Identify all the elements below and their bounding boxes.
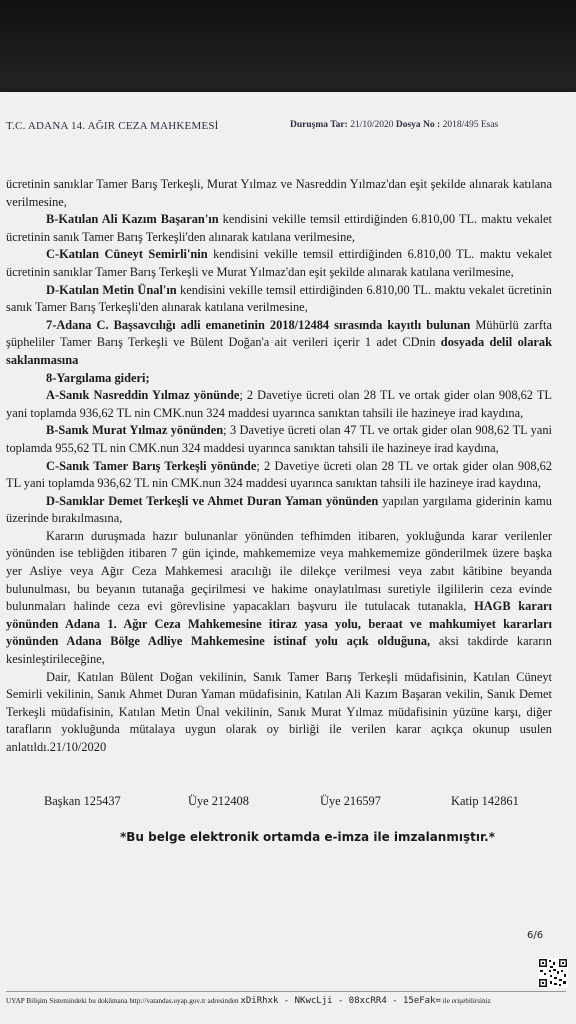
court-title: T.C. ADANA 14. AĞIR CEZA MAHKEMESİ <box>6 120 219 132</box>
paragraph-text: kendisini vekille temsil ettirdiğinden 6.810,00 TL. maktu vekalet ücretinin sanıklar Tamer Barış Terkeşli ve Murat Yılmaz'dan eşit şekilde alınarak katılana verilmesine, <box>6 247 552 279</box>
signature-member-2: Üye 216597 <box>320 794 381 808</box>
paragraph <box>6 246 552 281</box>
paragraph-text: ; 2 Davetiye ücreti olan 28 TL ve ortak gider olan 908,62 TL yani toplamda 936,62 TL nin CMK.nun 324 maddesi uyarınca sanıktan tahsili ile hazineye irad kaydına, <box>6 458 552 491</box>
paragraph-text: ücretinin sanıklar Tamer Barış Terkeşli, Murat Yılmaz ve Nasreddin Yılmaz'dan eşit şekilde alınarak katılana verilmesine, <box>6 177 552 209</box>
hearing-date: 21/10/2020 <box>350 120 394 130</box>
paragraph-text: kendisini vekille temsil ettirdiğinden 6.810,00 TL. maktu vekalet ücretinin sanık Tamer Barış Terkeşli'den alınarak katılana verilmesine, <box>6 212 553 244</box>
paragraph <box>6 370 552 388</box>
paragraph-text: Kararın duruşmada hazır bulunanlar yönünden tefhimden itibaren, yokluğunda karar verilenler yönünden ise tebliğden itibaren 7 gün içinde, mahkememize veya mahkememize gönderilmek üzere başka yer Asliye veya Ağır Ceza Mahkemesi aracılığı ile dilekçe verilmesi veya zabıt kâtibine beyanda bulunulması, bu beyanın tutanağa geçirilmesi ve hakime onaylatılması suretiyle ilgililerin ceza evinde bulunmaları halinde ceza evi görevlisine yapacakları başvuru ile tutulacak tutanakla, <box>6 528 552 614</box>
paragraph <box>6 211 552 246</box>
paragraph-text: C-Sanık Tamer Barış Terkeşli yönünde <box>46 458 257 473</box>
file-no: 2018/495 Esas <box>442 120 499 130</box>
paragraph <box>6 669 552 757</box>
background-top <box>0 0 576 92</box>
paragraph-text: aksi takdirde kararın kesinleştirileceğine, <box>6 634 552 667</box>
paragraph <box>6 282 552 317</box>
paragraph <box>6 176 552 211</box>
paragraph-text: D-Sanıklar Demet Terkeşli ve Ahmet Duran Yaman yönünden <box>46 493 379 508</box>
paragraph-text: C-Katılan Cüneyt Semirli'nin <box>46 247 208 262</box>
paragraph-text: HAGB kararı yönünden Adana 1. Ağır Ceza Mahkemesine itiraz yasa yolu, beraat ve mahkumiyet kararları yönünden Adana Bölge Adliye Mahkemesine istinaf yolu açık olduğuna, <box>6 599 552 649</box>
hearing-date-label: Duruşma Tar: <box>290 120 348 130</box>
paragraph <box>6 387 552 422</box>
esign-note: *Bu belge elektronik ortamda e-imza ile imzalanmıştır.* <box>120 830 495 844</box>
page-number: 6/6 <box>527 930 544 941</box>
signature-clerk: Katip 142861 <box>451 794 519 808</box>
paragraph-text: Dair, Katılan Bülent Doğan vekilinin, Sanık Tamer Barış Terkeşli müdafisinin, Katılan Cüneyt Semirli vekilinin, Sanık Ahmet Duran Yaman müdafisinin, Katılan Ali Kazım Başaran vekilin, Sanık Demet Terkeşli müdafisinin, Katılan Metin Ünal vekilinin, Sanık Murat Yılmaz müdafisinin yüzüne karşı, diğer tarafların yokluğunda mütalaya uygun olarak oy birliği ile verilen karar açıkça okunup usulen anlatıldı.21/10/2020 <box>6 669 552 754</box>
paragraph-text: B-Katılan Ali Kazım Başaran'ın <box>46 212 219 227</box>
paragraph-text: yapılan yargılama giderinin kamu üzerinde bırakılmasına, <box>6 493 552 526</box>
paragraph-text: dosyada delil olarak saklanmasına <box>6 335 552 367</box>
paragraph-text: A-Sanık Nasreddin Yılmaz yönünde <box>46 388 240 403</box>
paragraph-text: kendisini vekille temsil ettirdiğinden 6.810,00 TL. maktu vekalet ücretinin sanık Tamer Barış Terkeşli'den alınarak katılana verilmesine, <box>6 282 552 315</box>
signature-member-1: Üye 212408 <box>188 794 249 808</box>
verification-code: xDiRhxk - NKwcLji - 08xcRR4 - 15eFak= <box>240 996 441 1006</box>
footer-prefix: UYAP Bilişim Sistemindeki bu dokümana http://vatandas.uyap.gov.tr adresinden <box>6 997 239 1005</box>
paragraph-text: 7-Adana C. Başsavcılığı adli emanetinin 2018/12484 sırasında kayıtlı bulunan <box>46 317 471 332</box>
paragraph-text: D-Katılan Metin Ünal'ın <box>46 282 177 297</box>
paragraph <box>6 458 552 493</box>
file-no-label: Dosya No : <box>395 120 441 130</box>
paragraph-text: ; 3 Davetiye ücreti olan 47 TL ve ortak gider olan 908,62 TL yani toplamda 955,62 TL nin CMK.nun 324 maddesi uyarınca sanıktan tahsili ile hazineye irad kaydına, <box>6 423 552 455</box>
paragraph-text: ; 2 Davetiye ücreti olan 28 TL ve ortak gider olan 908,62 TL yani toplamda 936,62 TL nin CMK.nun 324 maddesi uyarınca sanıktan tahsili ile hazineye irad kaydına, <box>6 388 552 420</box>
document-body <box>6 176 552 757</box>
paragraph <box>6 422 552 457</box>
paragraph <box>6 528 552 669</box>
qr-code-icon <box>538 958 568 988</box>
paragraph <box>6 317 552 370</box>
footer <box>6 991 566 1006</box>
paragraph <box>6 493 552 528</box>
signature-president: Başkan 125437 <box>44 794 121 808</box>
paragraph-text: 8-Yargılama gideri; <box>46 370 150 385</box>
paragraph-text: B-Sanık Murat Yılmaz yönünden <box>46 423 224 438</box>
hearing-info <box>290 120 498 130</box>
document-page <box>0 92 576 1024</box>
paragraph-text: Mühürlü zarfta şüpheliler Tamer Barış Terkeşli ve Bülent Doğan'a ait verileri içerir 1 adet CDnin <box>6 317 552 350</box>
footer-suffix: ile erişebilirsiniz <box>442 997 491 1005</box>
